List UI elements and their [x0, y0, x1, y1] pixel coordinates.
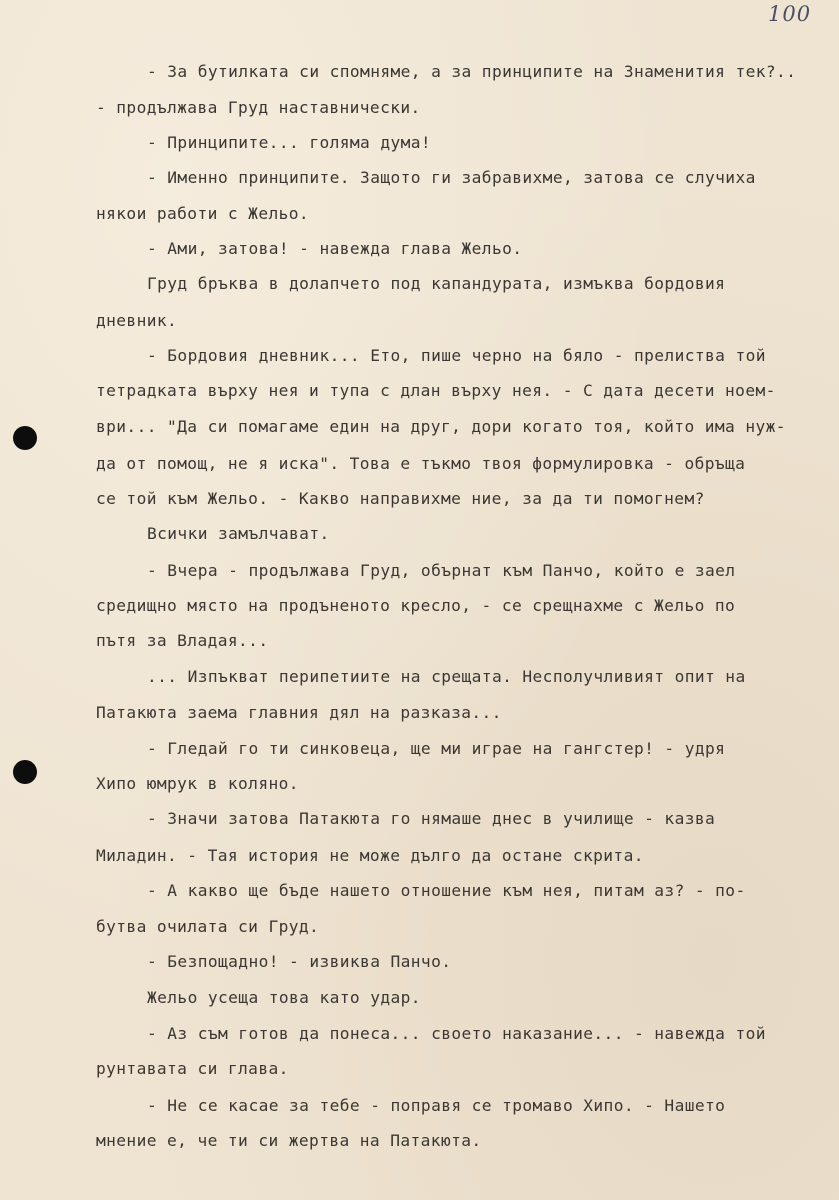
text-line: - Именно принципите. Защото ги забравихме, затова се случиха: [147, 168, 756, 187]
text-line: мнение е, че ти си жертва на Патакюта.: [96, 1131, 482, 1150]
text-line: - Ами, затова! - навежда глава Жельо.: [147, 239, 523, 258]
text-line: Миладин. - Тая история не може дълго да остане скрита.: [96, 846, 644, 865]
text-line: - Принципите... голяма дума!: [147, 133, 432, 152]
text-line: да от помощ, не я иска". Това е тъкмо твоя формулировка - обръща: [96, 454, 746, 473]
text-line: дневник.: [96, 311, 178, 330]
text-line: ... Изпъкват перипетиите на срещата. Несполучливият опит на: [147, 667, 746, 686]
text-line: - Аз съм готов да понеса... своето наказание... - навежда той: [147, 1024, 766, 1043]
text-line: бутва очилата си Груд.: [96, 917, 320, 936]
text-line: ври... "Да си помагаме един на друг, дори когато тоя, който има нуж-: [96, 417, 786, 436]
text-line: Всички замълчават.: [147, 524, 330, 543]
text-line: - А какво ще бъде нашето отношение към нея, питам аз? - по-: [147, 881, 746, 900]
text-line: - Не се касае за тебе - поправя се тромаво Хипо. - Нашето: [147, 1096, 726, 1115]
text-line: Жельо усеща това като удар.: [147, 988, 421, 1007]
text-line: Хипо юмрук в коляно.: [96, 774, 299, 793]
text-line: рунтавата си глава.: [96, 1059, 289, 1078]
text-line: някои работи с Жельо.: [96, 204, 310, 223]
text-line: - За бутилката си спомняме, а за принципите на Знаменития тек?..: [147, 62, 797, 81]
text-line: - Гледай го ти синковеца, ще ми играе на гангстер! - удря: [147, 739, 726, 758]
punch-hole: [13, 760, 37, 784]
text-line: - Безпощадно! - извиква Панчо.: [147, 952, 452, 971]
punch-hole: [13, 426, 37, 450]
text-line: Патакюта заема главния дял на разказа...: [96, 703, 502, 722]
text-line: тетрадката върху нея и тупа с длан върху нея. - С дата десети ноем-: [96, 381, 776, 400]
text-line: - Вчера - продължава Груд, обърнат към Панчо, който е заел: [147, 561, 736, 580]
text-line: пътя за Владая...: [96, 631, 269, 650]
text-line: се той към Жельо. - Какво направихме ние, за да ти помогнем?: [96, 489, 705, 508]
text-line: - Значи затова Патакюта го нямаше днес в училище - казва: [147, 809, 716, 828]
text-line: - продължава Груд наставнически.: [96, 98, 421, 117]
page-number: 100: [768, 2, 812, 26]
text-line: средищно място на продъненото кресло, - се срещнахме с Жельо по: [96, 596, 736, 615]
text-line: Груд бръква в долапчето под капандурата, измъква бордовия: [147, 274, 726, 293]
text-line: - Бордовия дневник... Ето, пише черно на бяло - прелиства той: [147, 346, 766, 365]
